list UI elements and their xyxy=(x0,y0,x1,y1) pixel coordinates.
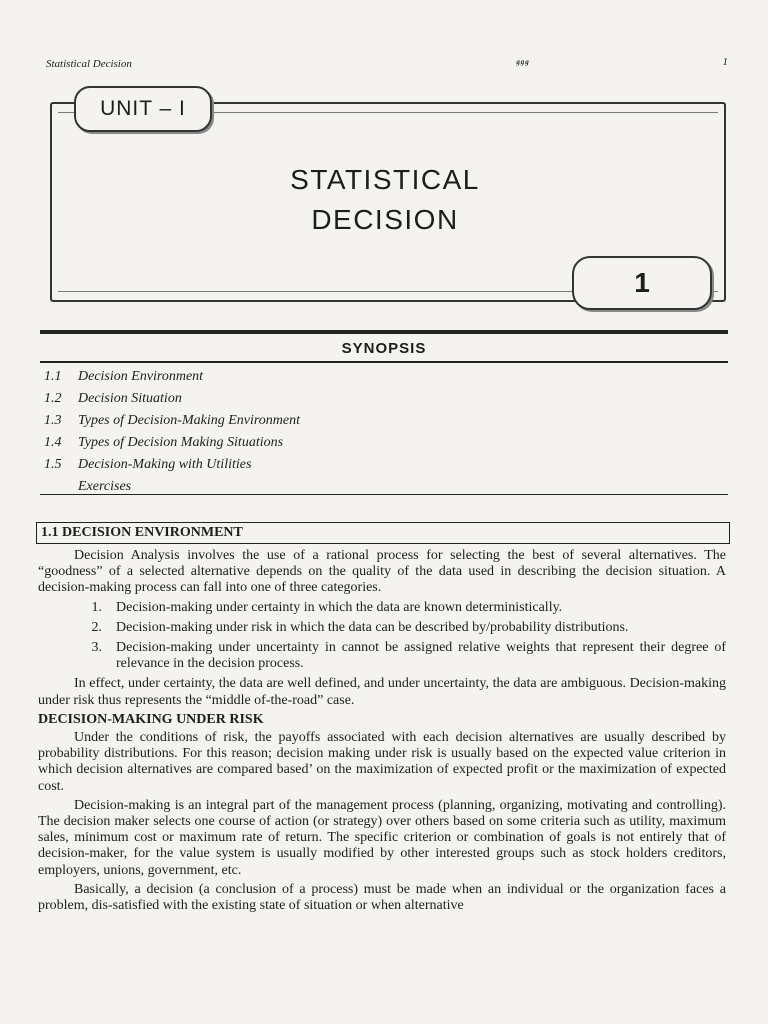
synopsis-item xyxy=(44,410,644,432)
synopsis-item-number: 1.2 xyxy=(44,391,62,406)
synopsis-item-text: Types of Decision-Making Environment xyxy=(78,413,301,428)
paragraph: Under the conditions of risk, the payoffs associated with each decision alternatives are usually described by probability distributions. For this reason; decision making under risk is usually based on the expected value criterion in which decision alternatives are compared based’ on the maximization of expected profit or the maximization of expected cost. xyxy=(38,730,726,794)
synopsis-list xyxy=(44,366,644,498)
synopsis-item xyxy=(44,454,644,476)
chapter-title-line1: STATISTICAL xyxy=(290,164,480,195)
synopsis-item-text: Exercises xyxy=(78,479,132,494)
subheading: DECISION-MAKING UNDER RISK xyxy=(38,711,264,727)
list-item-text: Decision-making under certainty in which the data are known deterministically. xyxy=(116,599,563,615)
unit-label: UNIT – I xyxy=(74,86,212,132)
synopsis-item-number: 1.4 xyxy=(44,435,62,450)
list-item-number: 1. xyxy=(91,599,102,615)
list-item-number: 3. xyxy=(91,640,102,656)
synopsis-bottom-rule xyxy=(40,361,728,363)
synopsis-item-number: 1.1 xyxy=(44,369,62,384)
category-list xyxy=(38,600,726,673)
list-item-text: Decision-making under risk in which the data can be described by/probability distributions. xyxy=(116,619,629,635)
list-item-number: 2. xyxy=(91,619,102,635)
page-number: 1 xyxy=(722,56,728,68)
list-item xyxy=(38,620,726,636)
synopsis-end-rule xyxy=(40,494,728,495)
synopsis-item-text: Types of Decision Making Situations xyxy=(78,435,284,450)
synopsis-item-number: 1.5 xyxy=(44,457,62,472)
chapter-title xyxy=(200,160,570,240)
synopsis-item xyxy=(44,366,644,388)
list-item xyxy=(38,600,726,616)
section-heading-box xyxy=(36,522,730,544)
section-heading: 1.1 DECISION ENVIRONMENT xyxy=(41,525,243,540)
synopsis-top-rule xyxy=(40,330,728,334)
synopsis-item-text: Decision Environment xyxy=(78,369,204,384)
paragraph: In effect, under certainty, the data are well defined, and under uncertainty, the data are ambiguous. Decision-making under risk thus represents the “middle of-the-road” case. xyxy=(38,676,726,708)
chapter-number: 1 xyxy=(572,256,712,310)
synopsis-item-text: Decision-Making with Utilities xyxy=(78,457,252,472)
list-item-text: Decision-making under uncertainty in cannot be assigned relative weights that represent their degree of relevance in the decision process. xyxy=(116,640,726,672)
paragraph: Decision-making is an integral part of the management process (planning, organizing, motivating and controlling). The decision maker selects one course of action (or strategy) over others based on some criteria such as utility, maximum sales, minimum cost or maximum rate of return. The specific criterion or combination of goals is not entirely that of decision-maker, for the value system is usually modified by other interested groups such as stock holders creditors, employers, unions, government, etc. xyxy=(38,797,726,878)
synopsis-item-number: 1.3 xyxy=(44,413,62,428)
running-head xyxy=(46,56,728,72)
list-item xyxy=(38,640,726,672)
synopsis-item xyxy=(44,432,644,454)
paragraph: Basically, a decision (a conclusion of a process) must be made when an individual or the organization faces a problem, dis-satisfied with the existing state of situation or when alternative xyxy=(38,881,726,914)
publisher-logo: ᵍᵍᵍ xyxy=(516,56,530,70)
chapter-title-line2: DECISION xyxy=(311,204,459,235)
running-head-title: Statistical Decision xyxy=(46,58,132,70)
body-text xyxy=(38,548,726,917)
synopsis-item xyxy=(44,388,644,410)
synopsis-item-text: Decision Situation xyxy=(78,391,182,406)
synopsis-heading: SYNOPSIS xyxy=(341,340,427,357)
paragraph: Decision Analysis involves the use of a rational process for selecting the best of several alternatives. The “goodness” of a selected alternative depends on the quality of the data used in describing the decision situation. A decision-making process can fall into one of three categories. xyxy=(38,548,726,596)
